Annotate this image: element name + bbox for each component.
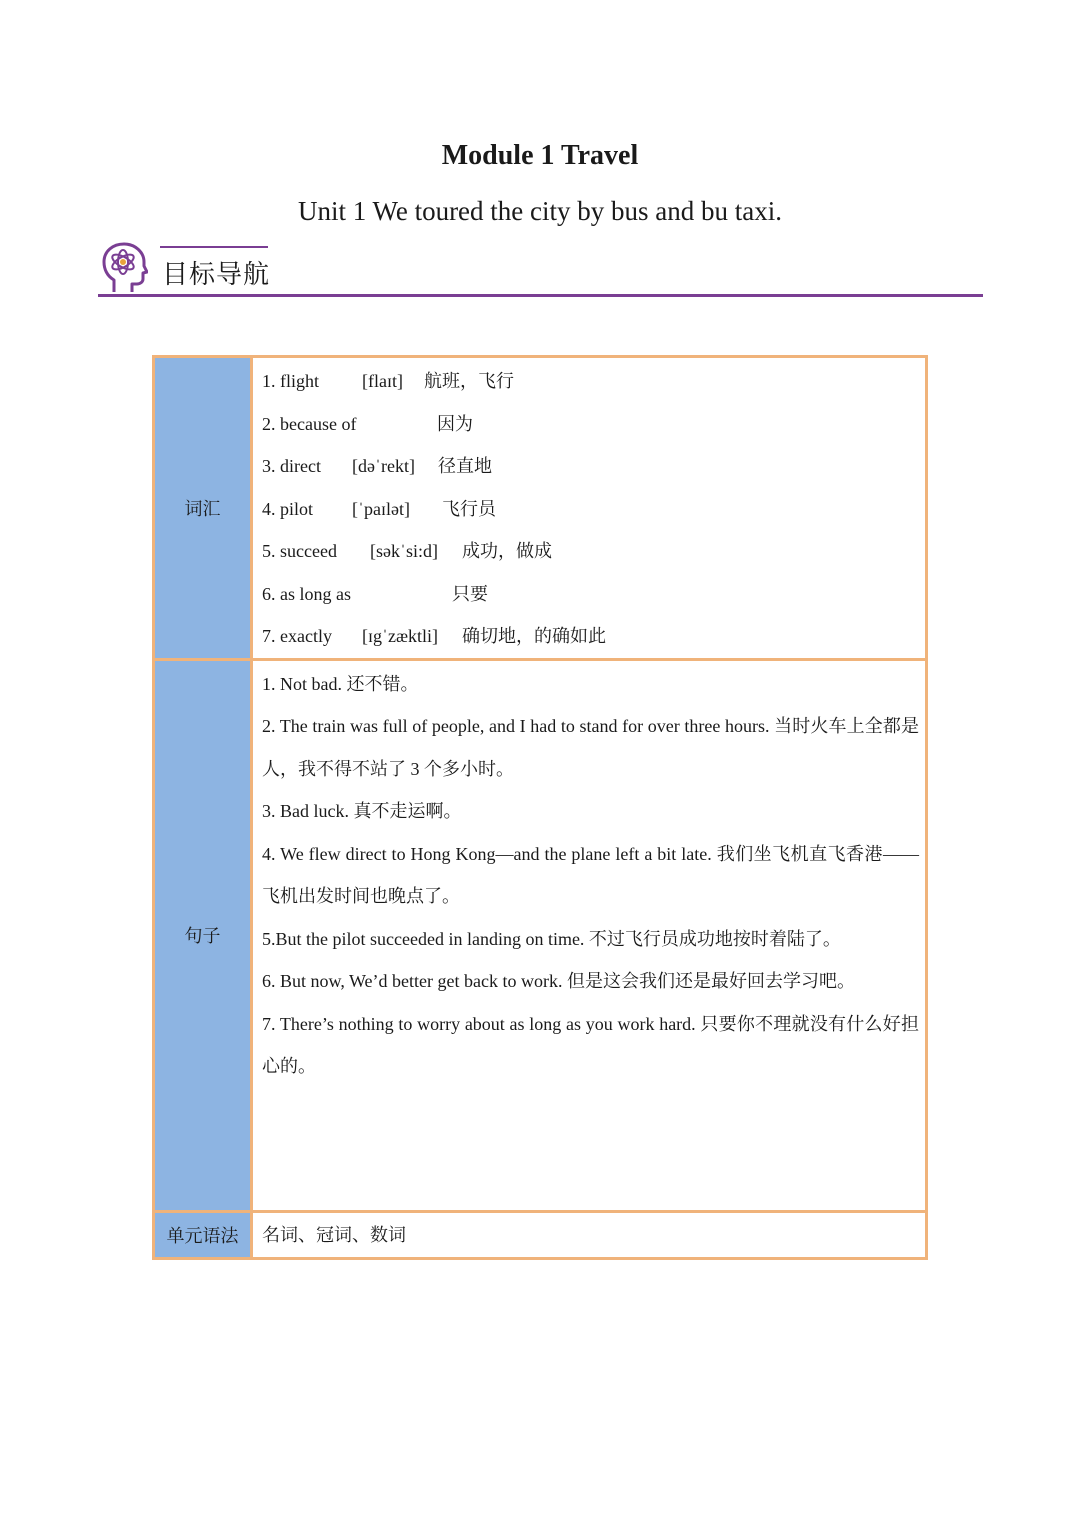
- sentences-list: [262, 661, 919, 1088]
- vocabulary-meaning: 航班，飞行: [424, 371, 514, 391]
- vocabulary-meaning: 确切地，的确如此: [462, 626, 606, 646]
- page-title: Module 1 Travel: [441, 140, 639, 171]
- sentence-item: 5.But the pilot succeeded in landing on time. 不过飞行员成功地按时着陆了。: [262, 928, 841, 949]
- head-atom-icon: [102, 242, 148, 294]
- sentences-cell: [252, 659, 927, 1211]
- vocabulary-phonetic: [ɪgˈzæktli]: [362, 626, 438, 646]
- banner-divider: [98, 294, 983, 297]
- sentence-item: 1. Not bad. 还不错。: [262, 673, 419, 694]
- vocabulary-word: 3. direct: [262, 456, 321, 476]
- banner-heading: 目标导航: [162, 260, 271, 290]
- vocabulary-phonetic: [ˈpaɪlət]: [352, 498, 410, 519]
- vocabulary-cell: [252, 357, 927, 660]
- vocabulary-word: 1. flight: [262, 371, 319, 391]
- grammar-label: 单元语法: [154, 1211, 252, 1258]
- summary-table: [152, 355, 928, 1260]
- grammar-value: 名词、冠词、数词: [262, 1224, 406, 1245]
- vocabulary-word: 2. because of: [262, 413, 357, 434]
- vocabulary-word: 7. exactly: [262, 626, 332, 646]
- table-row-vocabulary: [154, 357, 927, 660]
- vocabulary-item: [262, 530, 919, 573]
- vocabulary-item: [262, 573, 919, 616]
- vocabulary-word: 4. pilot: [262, 498, 314, 519]
- sentence-item: 6. But now, We’d better get back to work. 但是这会我们还是最好回去学习吧。: [262, 971, 855, 991]
- sentences-label: 句子: [154, 659, 252, 1211]
- vocabulary-phonetic: [dəˈrekt]: [352, 456, 415, 476]
- vocabulary-meaning: 只要: [452, 583, 488, 604]
- table-row-grammar: [154, 1211, 927, 1258]
- vocabulary-meaning: 飞行员: [442, 498, 496, 519]
- table-row-sentences: [154, 659, 927, 1211]
- sentence-item: 2. The train was full of people, and I had to stand for over three hours. 当时火车上全都是人，我不得不站了 3 个多小时。: [262, 716, 919, 779]
- vocabulary-item: [262, 360, 919, 403]
- vocabulary-word: 5. succeed: [262, 541, 337, 561]
- sentence-item: 4. We flew direct to Hong Kong—and the plane left a bit late. 我们坐飞机直飞香港——飞机出发时间也晚点了。: [262, 843, 919, 906]
- vocabulary-item: [262, 488, 919, 531]
- grammar-cell: [252, 1211, 927, 1258]
- vocabulary-meaning: 成功，做成: [462, 541, 552, 561]
- page-subtitle: Unit 1 We toured the city by bus and bu taxi.: [298, 196, 782, 226]
- vocabulary-phonetic: [səkˈsi:d]: [370, 541, 438, 561]
- vocabulary-item: [262, 403, 919, 446]
- vocabulary-list: [262, 358, 919, 658]
- vocabulary-word: 6. as long as: [262, 583, 351, 604]
- vocabulary-label: 词汇: [154, 357, 252, 660]
- vocabulary-meaning: 径直地: [438, 456, 492, 476]
- section-banner: [98, 240, 983, 298]
- vocabulary-item: [262, 615, 919, 658]
- sentence-item: 7. There’s nothing to worry about as long as you work hard. 只要你不理就没有什么好担心的。: [262, 1013, 919, 1076]
- vocabulary-meaning: 因为: [437, 413, 473, 434]
- sentence-item: 3. Bad luck. 真不走运啊。: [262, 801, 462, 821]
- banner-top-divider: [160, 246, 268, 248]
- vocabulary-phonetic: [flaɪt]: [362, 371, 403, 391]
- vocabulary-item: [262, 445, 919, 488]
